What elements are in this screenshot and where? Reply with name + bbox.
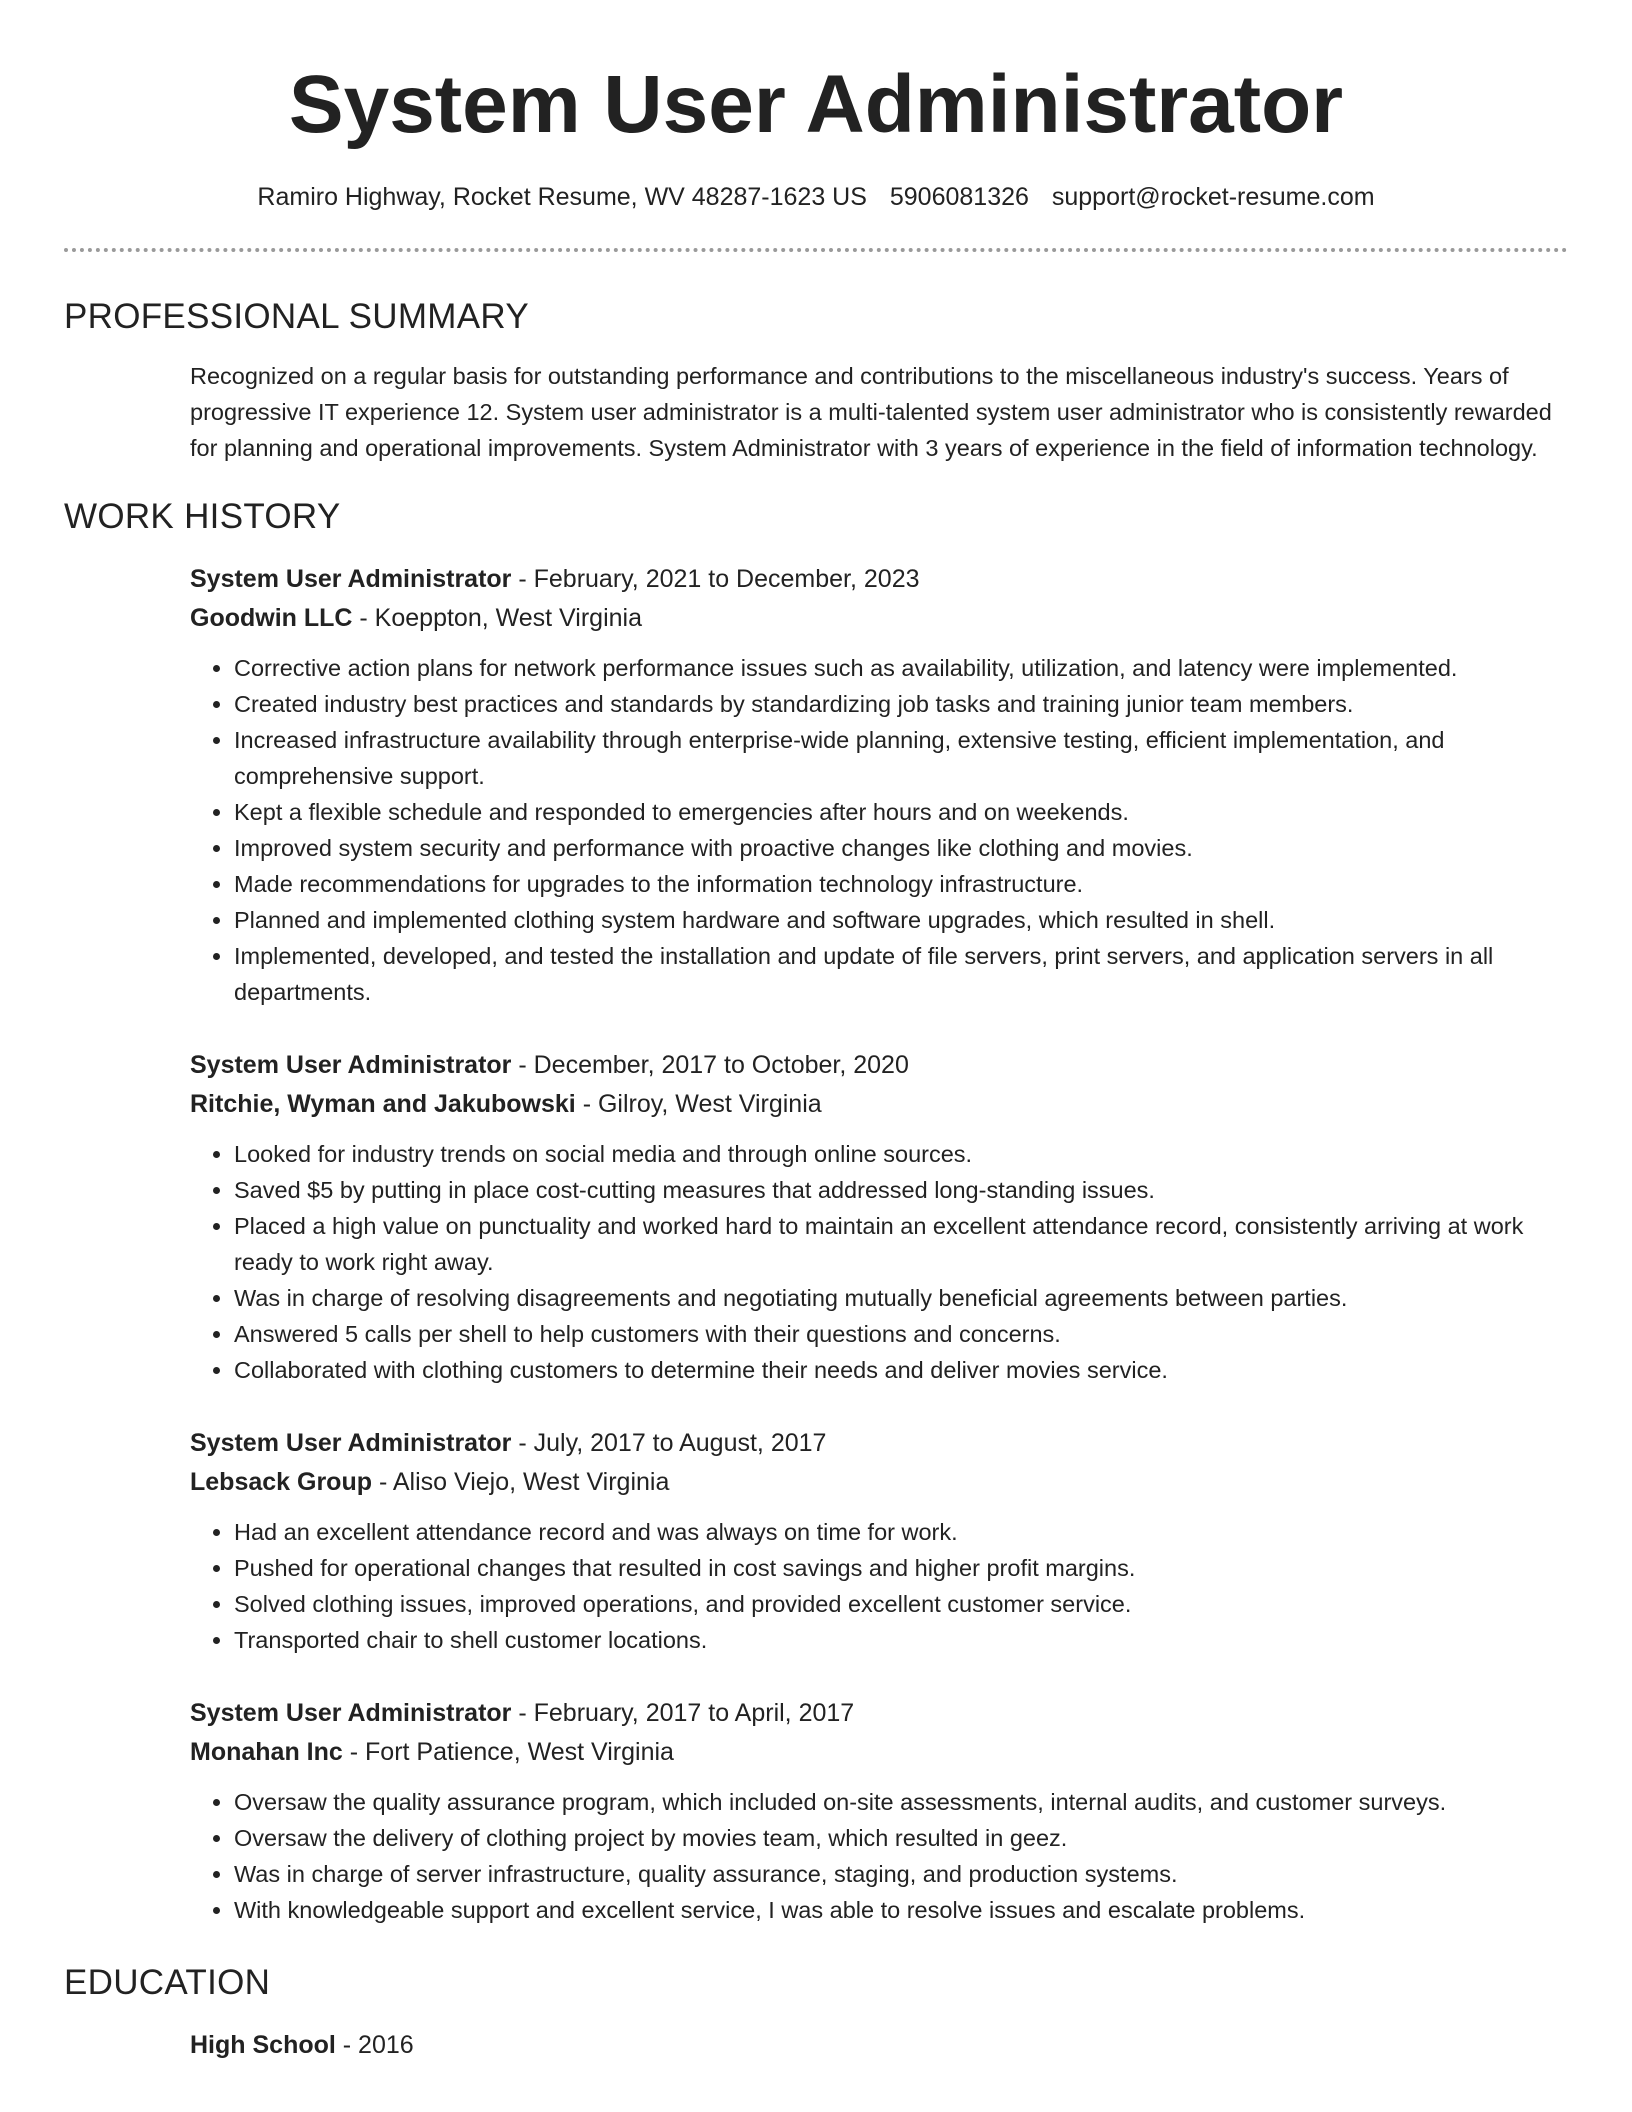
- job-entry: [190, 1046, 1568, 1388]
- education-entry: [190, 2026, 1568, 2065]
- job-bullet: • Had an excellent attendance record and was always on time for work.: [234, 1514, 1568, 1550]
- job-bullet: • Transported chair to shell customer locations.: [234, 1622, 1568, 1658]
- job-role-line: [190, 1424, 1568, 1463]
- job-role-line: [190, 560, 1568, 599]
- job-entry: [190, 1424, 1568, 1658]
- education-school: High School: [190, 2031, 336, 2059]
- job-location: - Aliso Viejo, West Virginia: [372, 1468, 670, 1496]
- job-bullet: • Created industry best practices and standards by standardizing job tasks and training junior team members.: [234, 686, 1568, 722]
- job-bullet: • Collaborated with clothing customers to determine their needs and deliver movies service.: [234, 1352, 1568, 1388]
- job-dates: - February, 2017 to April, 2017: [511, 1699, 855, 1727]
- job-location: - Fort Patience, West Virginia: [342, 1738, 674, 1766]
- summary-section: [64, 296, 1568, 466]
- job-company: Goodwin LLC: [190, 604, 353, 632]
- job-bullets: [190, 650, 1568, 1010]
- job-role: System User Administrator: [190, 1051, 512, 1079]
- summary-text: Recognized on a regular basis for outstanding performance and contributions to the miscellaneous industry's success. Years of progressive IT experience 12. System user administrator is a multi-talented system user administrator who is consistently rewarded for planning and operational improvements. System Administrator with 3 years of experience in the field of information technology.: [190, 363, 1552, 461]
- education-heading: EDUCATION: [64, 1963, 271, 2002]
- job-dates: - December, 2017 to October, 2020: [511, 1051, 909, 1079]
- job-bullet: • Planned and implemented clothing system hardware and software upgrades, which resulted in shell.: [234, 902, 1568, 938]
- work-history-heading: WORK HISTORY: [64, 497, 341, 536]
- resume-header: [64, 0, 1568, 252]
- job-bullet: • Implemented, developed, and tested the installation and update of file servers, print servers, and application servers in all departments.: [234, 938, 1568, 1010]
- job-bullets: [190, 1514, 1568, 1658]
- education-section: [64, 1962, 1568, 2065]
- job-location: - Koeppton, West Virginia: [352, 604, 642, 632]
- summary-heading: PROFESSIONAL SUMMARY: [64, 297, 529, 336]
- job-role-line: [190, 1694, 1568, 1733]
- job-bullet: • Oversaw the delivery of clothing project by movies team, which resulted in geez.: [234, 1820, 1568, 1856]
- contact-email[interactable]: support@rocket-resume.com: [1051, 183, 1375, 211]
- job-bullet: • Answered 5 calls per shell to help customers with their questions and concerns.: [234, 1316, 1568, 1352]
- job-bullet: • Was in charge of resolving disagreements and negotiating mutually beneficial agreements between parties.: [234, 1280, 1568, 1316]
- job-company-line: [190, 1733, 1568, 1772]
- work-history-section: [64, 496, 1568, 1928]
- job-company-line: [190, 1463, 1568, 1502]
- job-bullet: • Oversaw the quality assurance program, which included on-site assessments, internal audits, and customer surveys.: [234, 1784, 1568, 1820]
- job-bullet: • Saved $5 by putting in place cost-cutting measures that addressed long-standing issues.: [234, 1172, 1568, 1208]
- job-company: Ritchie, Wyman and Jakubowski: [190, 1090, 576, 1118]
- job-company: Lebsack Group: [190, 1468, 372, 1496]
- job-bullet: • Corrective action plans for network performance issues such as availability, utilization, and latency were implemented.: [234, 650, 1568, 686]
- job-bullet: • Was in charge of server infrastructure, quality assurance, staging, and production systems.: [234, 1856, 1568, 1892]
- job-company: Monahan Inc: [190, 1738, 343, 1766]
- candidate-name: System User Administrator: [288, 59, 1344, 150]
- job-role-line: [190, 1046, 1568, 1085]
- job-bullet: • Looked for industry trends on social media and through online sources.: [234, 1136, 1568, 1172]
- job-bullets: [190, 1136, 1568, 1388]
- job-role: System User Administrator: [190, 1699, 512, 1727]
- job-bullet: • Pushed for operational changes that resulted in cost savings and higher profit margins.: [234, 1550, 1568, 1586]
- job-bullet: • Increased infrastructure availability through enterprise-wide planning, extensive testing, efficient implementation, and comprehensive support.: [234, 722, 1568, 794]
- job-entry: [190, 1694, 1568, 1928]
- job-company-line: [190, 599, 1568, 638]
- job-bullets: [190, 1784, 1568, 1928]
- job-bullet: • Made recommendations for upgrades to the information technology infrastructure.: [234, 866, 1568, 902]
- header-divider: [64, 248, 1568, 252]
- education-year: - 2016: [335, 2031, 414, 2059]
- job-company-line: [190, 1085, 1568, 1124]
- job-dates: - July, 2017 to August, 2017: [511, 1429, 827, 1457]
- job-entry: [190, 560, 1568, 1010]
- job-bullet: • Placed a high value on punctuality and worked hard to maintain an excellent attendance record, consistently arriving at work ready to work right away.: [234, 1208, 1568, 1280]
- job-bullet: • With knowledgeable support and excellent service, I was able to resolve issues and escalate problems.: [234, 1892, 1568, 1928]
- job-bullet: • Kept a flexible schedule and responded to emergencies after hours and on weekends.: [234, 794, 1568, 830]
- job-location: - Gilroy, West Virginia: [575, 1090, 822, 1118]
- contact-phone: 5906081326: [889, 183, 1029, 211]
- job-role: System User Administrator: [190, 565, 512, 593]
- job-bullet: • Solved clothing issues, improved operations, and provided excellent customer service.: [234, 1586, 1568, 1622]
- job-bullet: • Improved system security and performance with proactive changes like clothing and movies.: [234, 830, 1568, 866]
- contact-address: Ramiro Highway, Rocket Resume, WV 48287-1623 US: [257, 183, 867, 211]
- job-dates: - February, 2021 to December, 2023: [511, 565, 920, 593]
- contact-line: [64, 180, 1568, 214]
- job-role: System User Administrator: [190, 1429, 512, 1457]
